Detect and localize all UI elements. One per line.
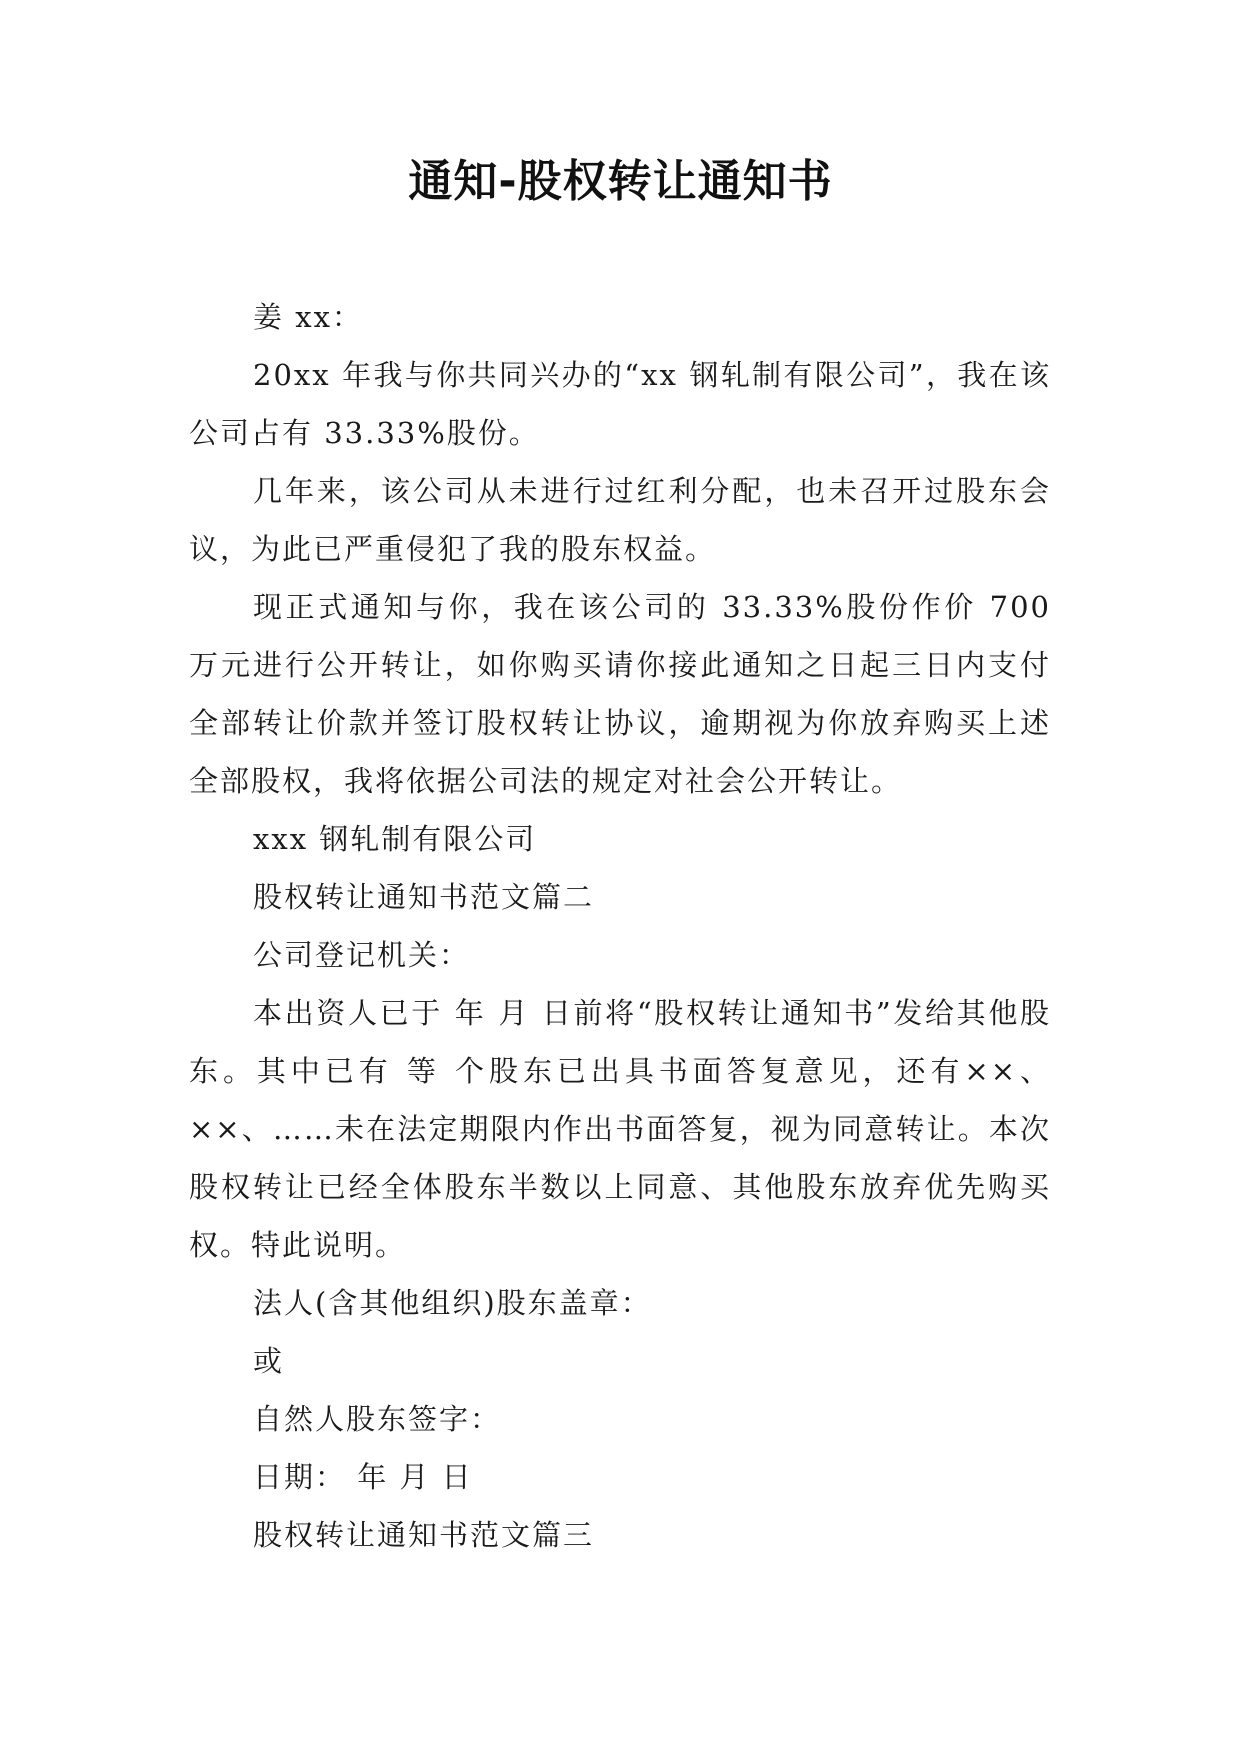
date-line: 日期： 年 月 日 <box>253 1460 473 1494</box>
or-line: 或 <box>253 1344 285 1378</box>
paragraph-statement: 本出资人已于 年 月 日前将“股权转让通知书”发给其他股东。其中已有 等 个股东已出具书面答复意见，还有××、××、……未在法定期限内作出书面答复，视为同意转让。本次股权转让已经全体股东半数以上同意、其他股东放弃优先购买权。特此说明。 <box>189 996 1051 1262</box>
document-title: 通知-股权转让通知书 <box>408 156 833 207</box>
paragraph-complaint: 几年来，该公司从未进行过红利分配，也未召开过股东会议，为此已严重侵犯了我的股东权益。 <box>189 474 1051 566</box>
paragraph-transfer-notice: 现正式通知与你，我在该公司的 33.33%股份作价 700 万元进行公开转让，如你购买请你接此通知之日起三日内支付全部转让价款并签订股权转让协议，逾期视为你放弃购买上述全部股权，我将依据公司法的规定对社会公开转让。 <box>189 590 1051 798</box>
paragraph-shareholding: 20xx 年我与你共同兴办的“xx 钢轧制有限公司”，我在该公司占有 33.33%股份。 <box>189 358 1051 450</box>
section-heading-two: 股权转让通知书范文篇二 <box>253 880 595 914</box>
document-body <box>189 288 1051 1564</box>
natural-person-signature-line: 自然人股东签字： <box>253 1402 502 1436</box>
section-heading-three: 股权转让通知书范文篇三 <box>253 1518 595 1552</box>
addressee-registration-authority: 公司登记机关： <box>253 938 471 972</box>
legal-person-seal-line: 法人(含其他组织)股东盖章： <box>253 1286 652 1320</box>
signature-company: xxx 钢轧制有限公司 <box>253 822 537 856</box>
salutation: 姜 xx： <box>253 300 363 334</box>
